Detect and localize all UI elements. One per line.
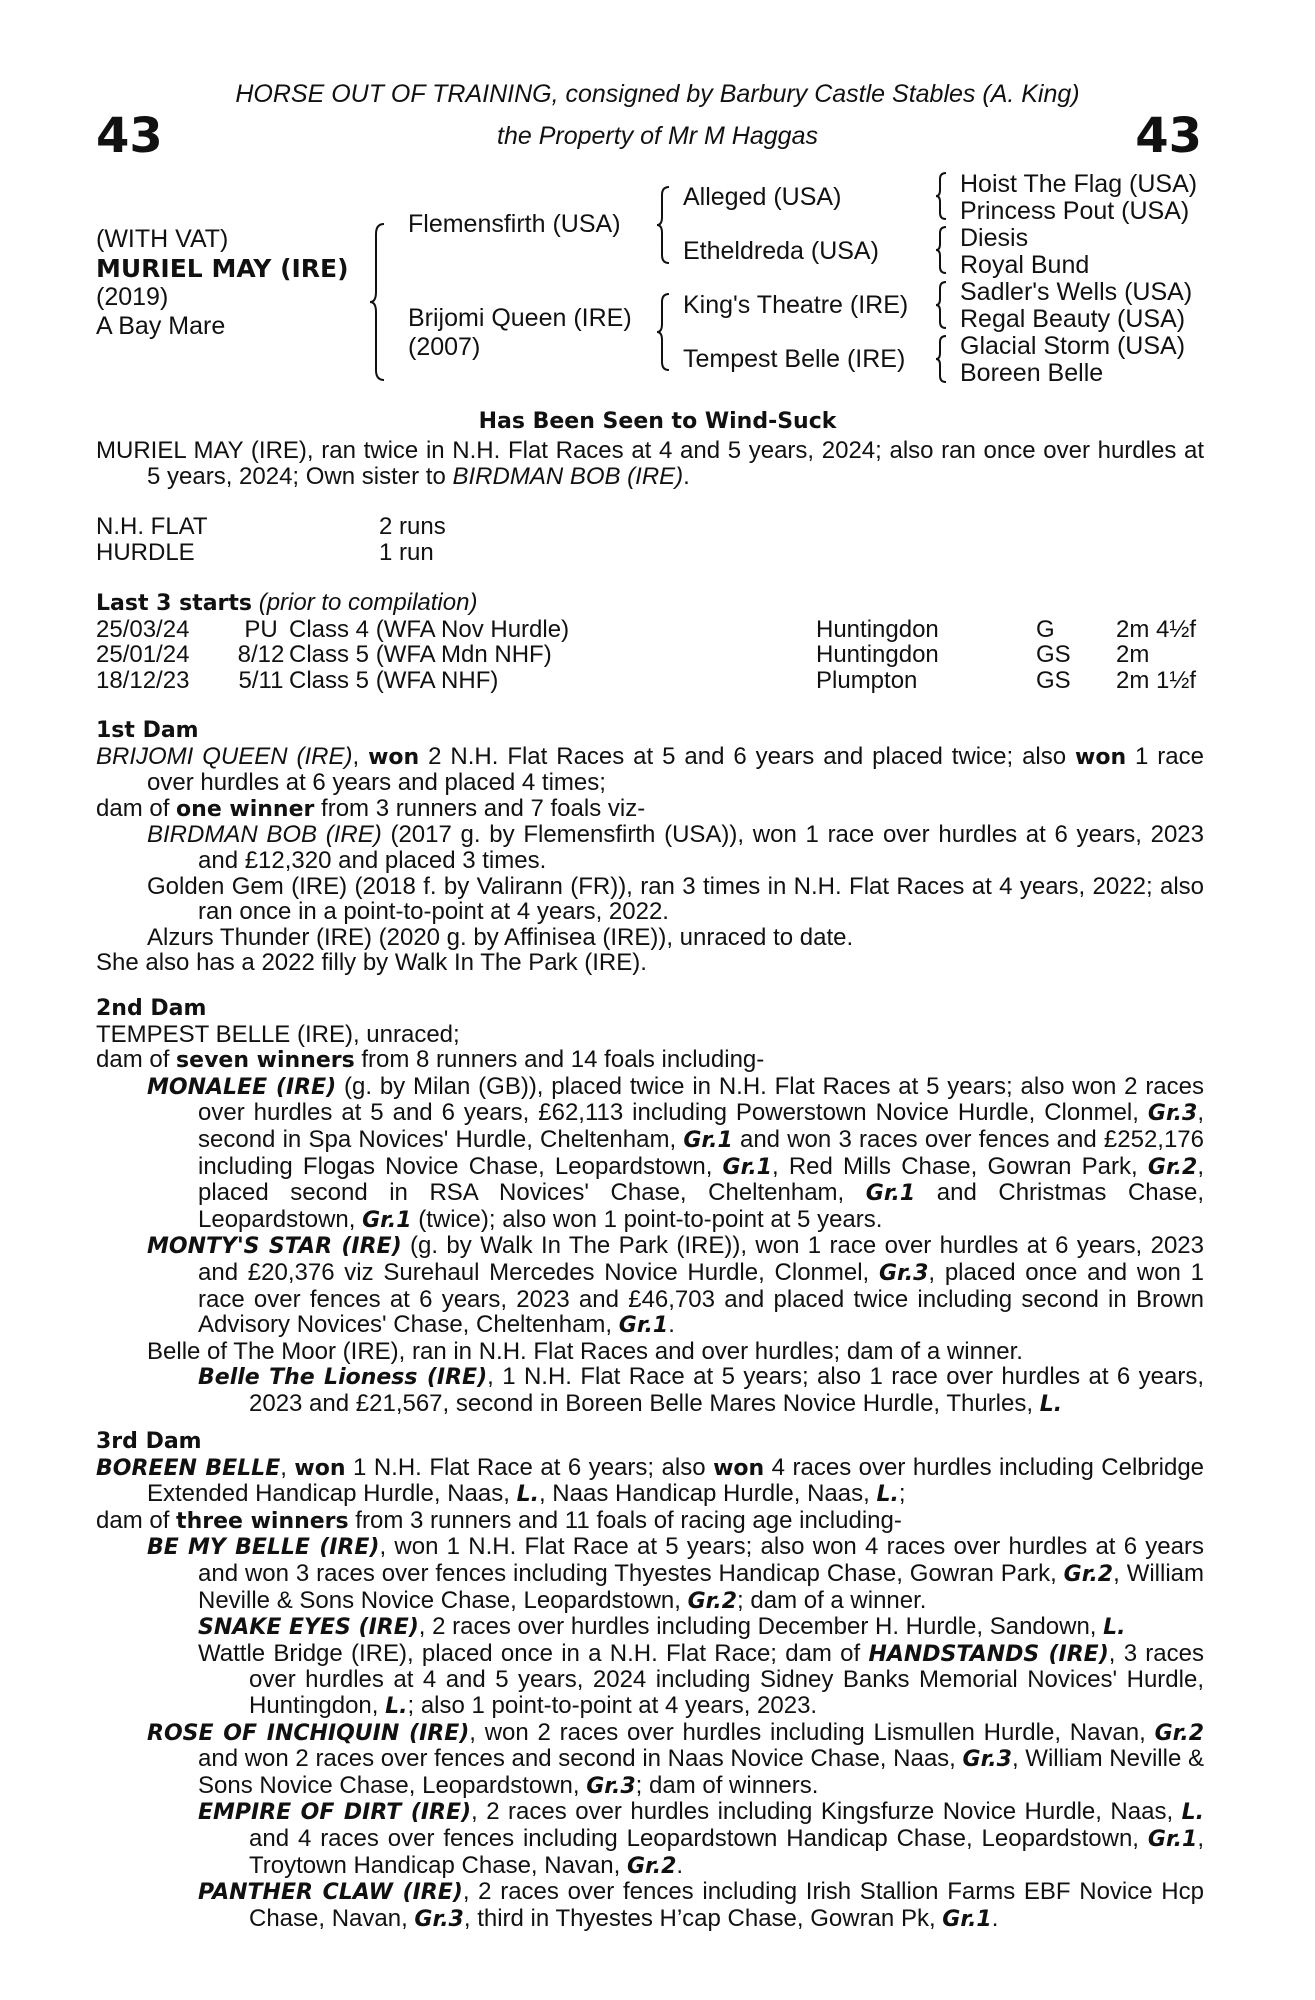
- progeny-text: Wattle Bridge (IRE), placed once in a N.H. Flat Race; dam of: [198, 1639, 869, 1667]
- progeny-text: ; dam of a winner.: [737, 1586, 927, 1614]
- gen3-ancestor: Hoist The Flag (USA): [960, 170, 1198, 198]
- progeny-text: , William Neville & Sons Novice Chase, Leopardstown,: [198, 1559, 1205, 1614]
- property-line: the Property of Mr M Haggas: [497, 122, 818, 150]
- start-distance: 2m: [1116, 641, 1150, 669]
- last-starts: [96, 590, 1204, 693]
- start-row: [96, 642, 1204, 668]
- gen3-ancestor: Princess Pout (USA): [960, 197, 1190, 225]
- progeny-entry: [96, 925, 1204, 951]
- progeny-text: , 2 races over fences including Irish Stallion Farms EBF Novice Hcp Chase, Navan,: [249, 1878, 1204, 1932]
- progeny-text: Golden Gem (IRE) (2018 f. by Valirann (FR)), ran 3 times in N.H. Flat Races at 4 years, 2022; also ran once in a point-to-point at 4 years, 2022.: [147, 872, 1204, 926]
- progeny-name: HANDSTANDS (IRE): [868, 1641, 1109, 1667]
- start-going: G: [1036, 615, 1055, 643]
- grade: Gr.3: [1147, 1101, 1198, 1127]
- start-date: 25/03/24: [96, 615, 190, 643]
- progeny-text: , second in Spa Novices' Hurdle, Cheltenham,: [198, 1099, 1204, 1153]
- grade: Gr.1: [618, 1313, 669, 1339]
- grade: Gr.3: [962, 1747, 1012, 1773]
- progeny-name: Belle The Lioness (IRE): [198, 1365, 488, 1391]
- grade: Gr.2: [1063, 1561, 1114, 1587]
- vat-label: (WITH VAT): [96, 225, 229, 253]
- won-word: won: [294, 1455, 346, 1481]
- third-dam-text: , Naas Handicap Hurdle, Naas,: [538, 1480, 877, 1508]
- grade: L.: [1103, 1615, 1126, 1641]
- progeny-entry: Belle of The Moor (IRE), ran in N.H. Flat Races and over hurdles; dam of a winner.: [147, 1337, 1023, 1365]
- dam-of-text: dam of: [96, 794, 177, 822]
- third-dam-section: [96, 1429, 1204, 1932]
- stat-row: [96, 514, 446, 540]
- progeny-text: , William Neville & Sons Novice Chase, Leopardstown,: [198, 1745, 1204, 1799]
- progeny-name: BE MY BELLE (IRE): [147, 1535, 380, 1561]
- dam-of-winners: seven winners: [176, 1048, 355, 1074]
- gen3-ancestor: Glacial Storm (USA): [960, 332, 1186, 360]
- progeny-text: , 3 races over hurdles at 4 and 5 years, 2024 including Sidney Banks Memorial Novices' Hurdle, Huntingdon,: [249, 1639, 1204, 1719]
- start-class: Class 5 (WFA NHF): [289, 666, 499, 694]
- progeny-text: , third in Thyestes H’cap Chase, Gowran Pk,: [463, 1904, 943, 1932]
- pedigree-brace-dam: [655, 292, 673, 372]
- won-word: won: [368, 744, 420, 770]
- progeny-text: (g. by Walk In The Park (IRE)), won 1 race over hurdles at 6 years, 2023 and £20,376 viz Surehaul Mercedes Novice Hurdle, Clonmel,: [198, 1232, 1204, 1286]
- grade: Gr.1: [865, 1181, 916, 1207]
- stat-value: 1 run: [379, 538, 434, 566]
- grade: L.: [516, 1482, 539, 1508]
- first-dam-section: [96, 718, 1204, 976]
- progeny-text: and Christmas Chase, Leopardstown,: [198, 1179, 1204, 1233]
- progeny-entry: [96, 1641, 1204, 1720]
- progeny-entry: [96, 1614, 1204, 1641]
- first-dam-produce: [96, 796, 1204, 823]
- start-row: [96, 617, 1204, 643]
- stat-label: N.H. FLAT: [96, 513, 208, 540]
- third-dam-text: 4 races over hurdles including Celbridge Extended Handicap Hurdle, Naas,: [147, 1453, 1205, 1508]
- sister-name: BIRDMAN BOB (IRE): [452, 462, 684, 490]
- pedigree-brace-g3-4: [934, 334, 950, 384]
- start-result: 8/12: [237, 641, 285, 669]
- progeny-name: EMPIRE OF DIRT (IRE): [198, 1800, 472, 1826]
- grade: Gr.1: [683, 1127, 733, 1153]
- pedigree-brace-g3-3: [934, 280, 950, 330]
- start-result: 5/11: [238, 666, 284, 694]
- start-date: 25/01/24: [96, 641, 190, 669]
- start-course: Huntingdon: [816, 615, 939, 643]
- gen3-ancestor: Royal Bund: [960, 251, 1090, 279]
- gen3-ancestor: Boreen Belle: [960, 359, 1104, 387]
- progeny-name: BIRDMAN BOB (IRE): [147, 821, 382, 849]
- grade: Gr.1: [362, 1207, 412, 1233]
- pedigree-gen3: [960, 171, 1197, 387]
- last-starts-note: (prior to compilation): [258, 589, 478, 616]
- start-distance: 2m 1½f: [1116, 666, 1197, 694]
- second-dam-record: TEMPEST BELLE (IRE), unraced;: [96, 1020, 460, 1048]
- progeny-text: ; also 1 point-to-point at 4 years, 2023.: [407, 1691, 818, 1719]
- start-date: 18/12/23: [96, 666, 190, 694]
- won-word: won: [713, 1455, 765, 1481]
- dam-sire: King's Theatre (IRE): [683, 291, 909, 319]
- progeny-text: , Red Mills Chase, Gowran Park,: [771, 1152, 1148, 1180]
- grade: Gr.1: [722, 1154, 772, 1180]
- last-starts-heading: [96, 590, 1204, 617]
- third-dam-record: BOREEN BELLE, won 1 N.H. Flat Race at 6 years; also won 4 races over hurdles including Celbridge Extended Handicap Hurdle, Naas, L., Naas Handicap Hurdle, Naas, L.;: [96, 1453, 1205, 1508]
- gen3-ancestor: Regal Beauty (USA): [960, 305, 1186, 333]
- lot-number-left: 43: [96, 108, 163, 164]
- progeny-text: and won 3 races over fences and £252,176 including Flogas Novice Chase, Leopardstown,: [198, 1125, 1204, 1180]
- progeny-entry: [96, 1364, 1204, 1417]
- first-dam-footer: She also has a 2022 filly by Walk In The Park (IRE).: [96, 949, 647, 977]
- progeny-text: ; dam of winners.: [635, 1771, 819, 1799]
- stat-value: 2 runs: [379, 513, 446, 540]
- first-dam-text: 2 N.H. Flat Races at 5 and 6 years and placed twice; also: [419, 742, 1076, 770]
- progeny-text: , placed second in RSA Novices' Chase, Cheltenham,: [198, 1152, 1204, 1207]
- won-word: won: [1075, 744, 1127, 770]
- last-starts-title: Last 3 starts: [96, 591, 253, 616]
- pedigree-brace-main: [368, 222, 388, 382]
- second-dam-title: 2nd Dam: [96, 996, 207, 1021]
- first-dam-record: BRIJOMI QUEEN (IRE), won 2 N.H. Flat Races at 5 and 6 years and placed twice; also won 1 race over hurdles at 6 years and placed 4 times;: [96, 742, 1204, 797]
- dam-of-text: from 3 runners and 7 foals viz-: [314, 794, 646, 822]
- summary-end: .: [683, 462, 690, 490]
- gen3-ancestor: Sadler's Wells (USA): [960, 278, 1193, 306]
- dam-of-winners: one winner: [176, 796, 315, 822]
- progeny-text: .: [676, 1851, 684, 1879]
- third-dam-title: 3rd Dam: [96, 1429, 202, 1454]
- progeny-text: and won 2 races over fences and second in Naas Novice Chase, Naas,: [198, 1745, 963, 1773]
- progeny-entry: [96, 874, 1204, 925]
- stat-row: [96, 540, 446, 566]
- progeny-name: MONALEE (IRE): [147, 1074, 337, 1100]
- dam-of-text: dam of: [96, 1506, 177, 1534]
- first-dam-title: 1st Dam: [96, 718, 199, 743]
- progeny-entry: [96, 1720, 1204, 1800]
- consignor-line: HORSE OUT OF TRAINING, consigned by Barbury Castle Stables (A. King): [235, 80, 1080, 108]
- start-going: GS: [1036, 641, 1071, 669]
- race-stats: [96, 514, 446, 565]
- progeny-text: (g. by Milan (GB)), placed twice in N.H. Flat Races at 5 years; also won 2 races over hurdles at 5 and 6 years, £62,113 including Powerstown Novice Hurdle, Clonmel,: [198, 1072, 1205, 1127]
- grade: L.: [1181, 1800, 1204, 1826]
- sire: Flemensfirth (USA): [408, 210, 621, 238]
- horse-name: MURIEL MAY (IRE): [96, 254, 349, 283]
- grade: Gr.2: [626, 1853, 677, 1879]
- pedigree-brace-sire: [655, 185, 673, 265]
- progeny-text: (2017 g. by Flemensfirth (USA)), won 1 race over hurdles at 6 years, 2023 and £12,320 and placed 3 times.: [198, 821, 1204, 874]
- start-going: GS: [1036, 666, 1071, 694]
- progeny-entry: [96, 822, 1204, 873]
- progeny-entry: [96, 1879, 1204, 1932]
- dam-dam: Tempest Belle (IRE): [683, 345, 906, 373]
- first-dam-text: 1 race over hurdles at 6 years and placed 4 times;: [147, 742, 1204, 797]
- sire-dam: Etheldreda (USA): [683, 237, 879, 265]
- progeny-text: , won 1 N.H. Flat Race at 5 years; also won 4 races over hurdles at 6 years and won 3 races over fences including Thyestes Handicap Chase, Gowran Park,: [198, 1533, 1204, 1587]
- second-dam-section: [96, 996, 1204, 1418]
- third-dam-text: ;: [898, 1480, 906, 1508]
- pedigree-brace-g3-1: [934, 171, 950, 221]
- wind-suck-notice: Has Been Seen to Wind-Suck: [478, 409, 837, 434]
- third-dam-produce: [96, 1508, 1204, 1535]
- start-course: Huntingdon: [816, 641, 939, 669]
- progeny-text: .: [991, 1904, 999, 1932]
- grade: Gr.3: [414, 1906, 464, 1932]
- dam: Brijomi Queen (IRE): [408, 304, 632, 332]
- progeny-text: , Troytown Handicap Chase, Navan,: [249, 1824, 1204, 1879]
- grade: L.: [876, 1482, 899, 1508]
- dam-year: (2007): [408, 333, 481, 361]
- progeny-text: , 1 N.H. Flat Race at 5 years; also 1 race over hurdles at 6 years, 2023 and £21,567, second in Boreen Belle Mares Novice Hurdle, Thurles,: [249, 1363, 1204, 1417]
- grade: Gr.1: [1147, 1826, 1198, 1852]
- third-dam-text: 1 N.H. Flat Race at 6 years; also: [345, 1453, 714, 1481]
- horse-year: (2019): [96, 283, 169, 311]
- first-dam-name: BRIJOMI QUEEN (IRE): [96, 742, 353, 770]
- summary-paragraph: [96, 438, 1204, 489]
- second-dam-produce: [96, 1047, 1204, 1074]
- grade: Gr.2: [1147, 1154, 1198, 1180]
- start-result: PU: [244, 615, 278, 643]
- start-distance: 2m 4½f: [1116, 615, 1197, 643]
- progeny-text: , 2 races over hurdles including December H. Hurdle, Sandown,: [418, 1613, 1104, 1641]
- progeny-entry: [96, 1074, 1204, 1234]
- start-class: Class 4 (WFA Nov Hurdle): [289, 615, 570, 643]
- dam-of-text: dam of: [96, 1046, 177, 1074]
- stat-label: HURDLE: [96, 538, 195, 566]
- progeny-entry: [96, 1534, 1204, 1614]
- progeny-text: (twice); also won 1 point-to-point at 5 years.: [411, 1205, 883, 1233]
- summary-text: MURIEL MAY (IRE), ran twice in N.H. Flat Races at 4 and 5 years, 2024; also ran once over hurdles at 5 years, 2024; Own sister to: [96, 437, 1204, 490]
- third-dam-name: BOREEN BELLE: [96, 1455, 281, 1481]
- summary: [96, 438, 1204, 489]
- pedigree-brace-g3-2: [934, 225, 950, 275]
- progeny-name: MONTY'S STAR (IRE): [147, 1234, 402, 1260]
- progeny-text: and 4 races over fences including Leopardstown Handicap Chase, Leopardstown,: [249, 1824, 1148, 1852]
- dam-of-text: from 3 runners and 11 foals of racing age including-: [348, 1506, 902, 1534]
- grade: L.: [385, 1693, 408, 1719]
- grade: Gr.3: [586, 1773, 636, 1799]
- grade: Gr.2: [1154, 1720, 1204, 1746]
- start-row: [96, 668, 1204, 694]
- progeny-text: , 2 races over hurdles including Kingsfurze Novice Hurdle, Naas,: [471, 1798, 1182, 1826]
- grade: Gr.2: [687, 1588, 738, 1614]
- dam-of-winners: three winners: [176, 1508, 349, 1534]
- progeny-name: SNAKE EYES (IRE): [198, 1615, 419, 1641]
- progeny-text: , won 2 races over hurdles including Lismullen Hurdle, Navan,: [469, 1718, 1155, 1746]
- start-class: Class 5 (WFA Mdn NHF): [289, 641, 552, 669]
- progeny-entry: [96, 1233, 1204, 1338]
- grade: L.: [1039, 1391, 1063, 1417]
- sire-sire: Alleged (USA): [683, 183, 842, 211]
- progeny-text: .: [668, 1311, 675, 1339]
- grade: Gr.1: [942, 1906, 992, 1932]
- progeny-text: Alzurs Thunder (IRE) (2020 g. by Affinisea (IRE)), unraced to date.: [147, 923, 854, 951]
- horse-description: A Bay Mare: [96, 312, 226, 340]
- progeny-text: , placed once and won 1 race over fences at 6 years, 2023 and £46,703 and placed twice including second in Brown Advisory Novices' Chase, Cheltenham,: [198, 1258, 1204, 1339]
- start-course: Plumpton: [816, 666, 918, 694]
- lot-number-right: 43: [1135, 108, 1202, 164]
- horse-details: [96, 225, 349, 341]
- dam-of-text: from 8 runners and 14 foals including-: [354, 1046, 765, 1074]
- progeny-entry: [96, 1799, 1204, 1879]
- gen3-ancestor: Diesis: [960, 224, 1029, 252]
- progeny-name: PANTHER CLAW (IRE): [198, 1880, 463, 1906]
- progeny-name: ROSE OF INCHIQUIN (IRE): [147, 1720, 470, 1746]
- grade: Gr.3: [878, 1260, 929, 1286]
